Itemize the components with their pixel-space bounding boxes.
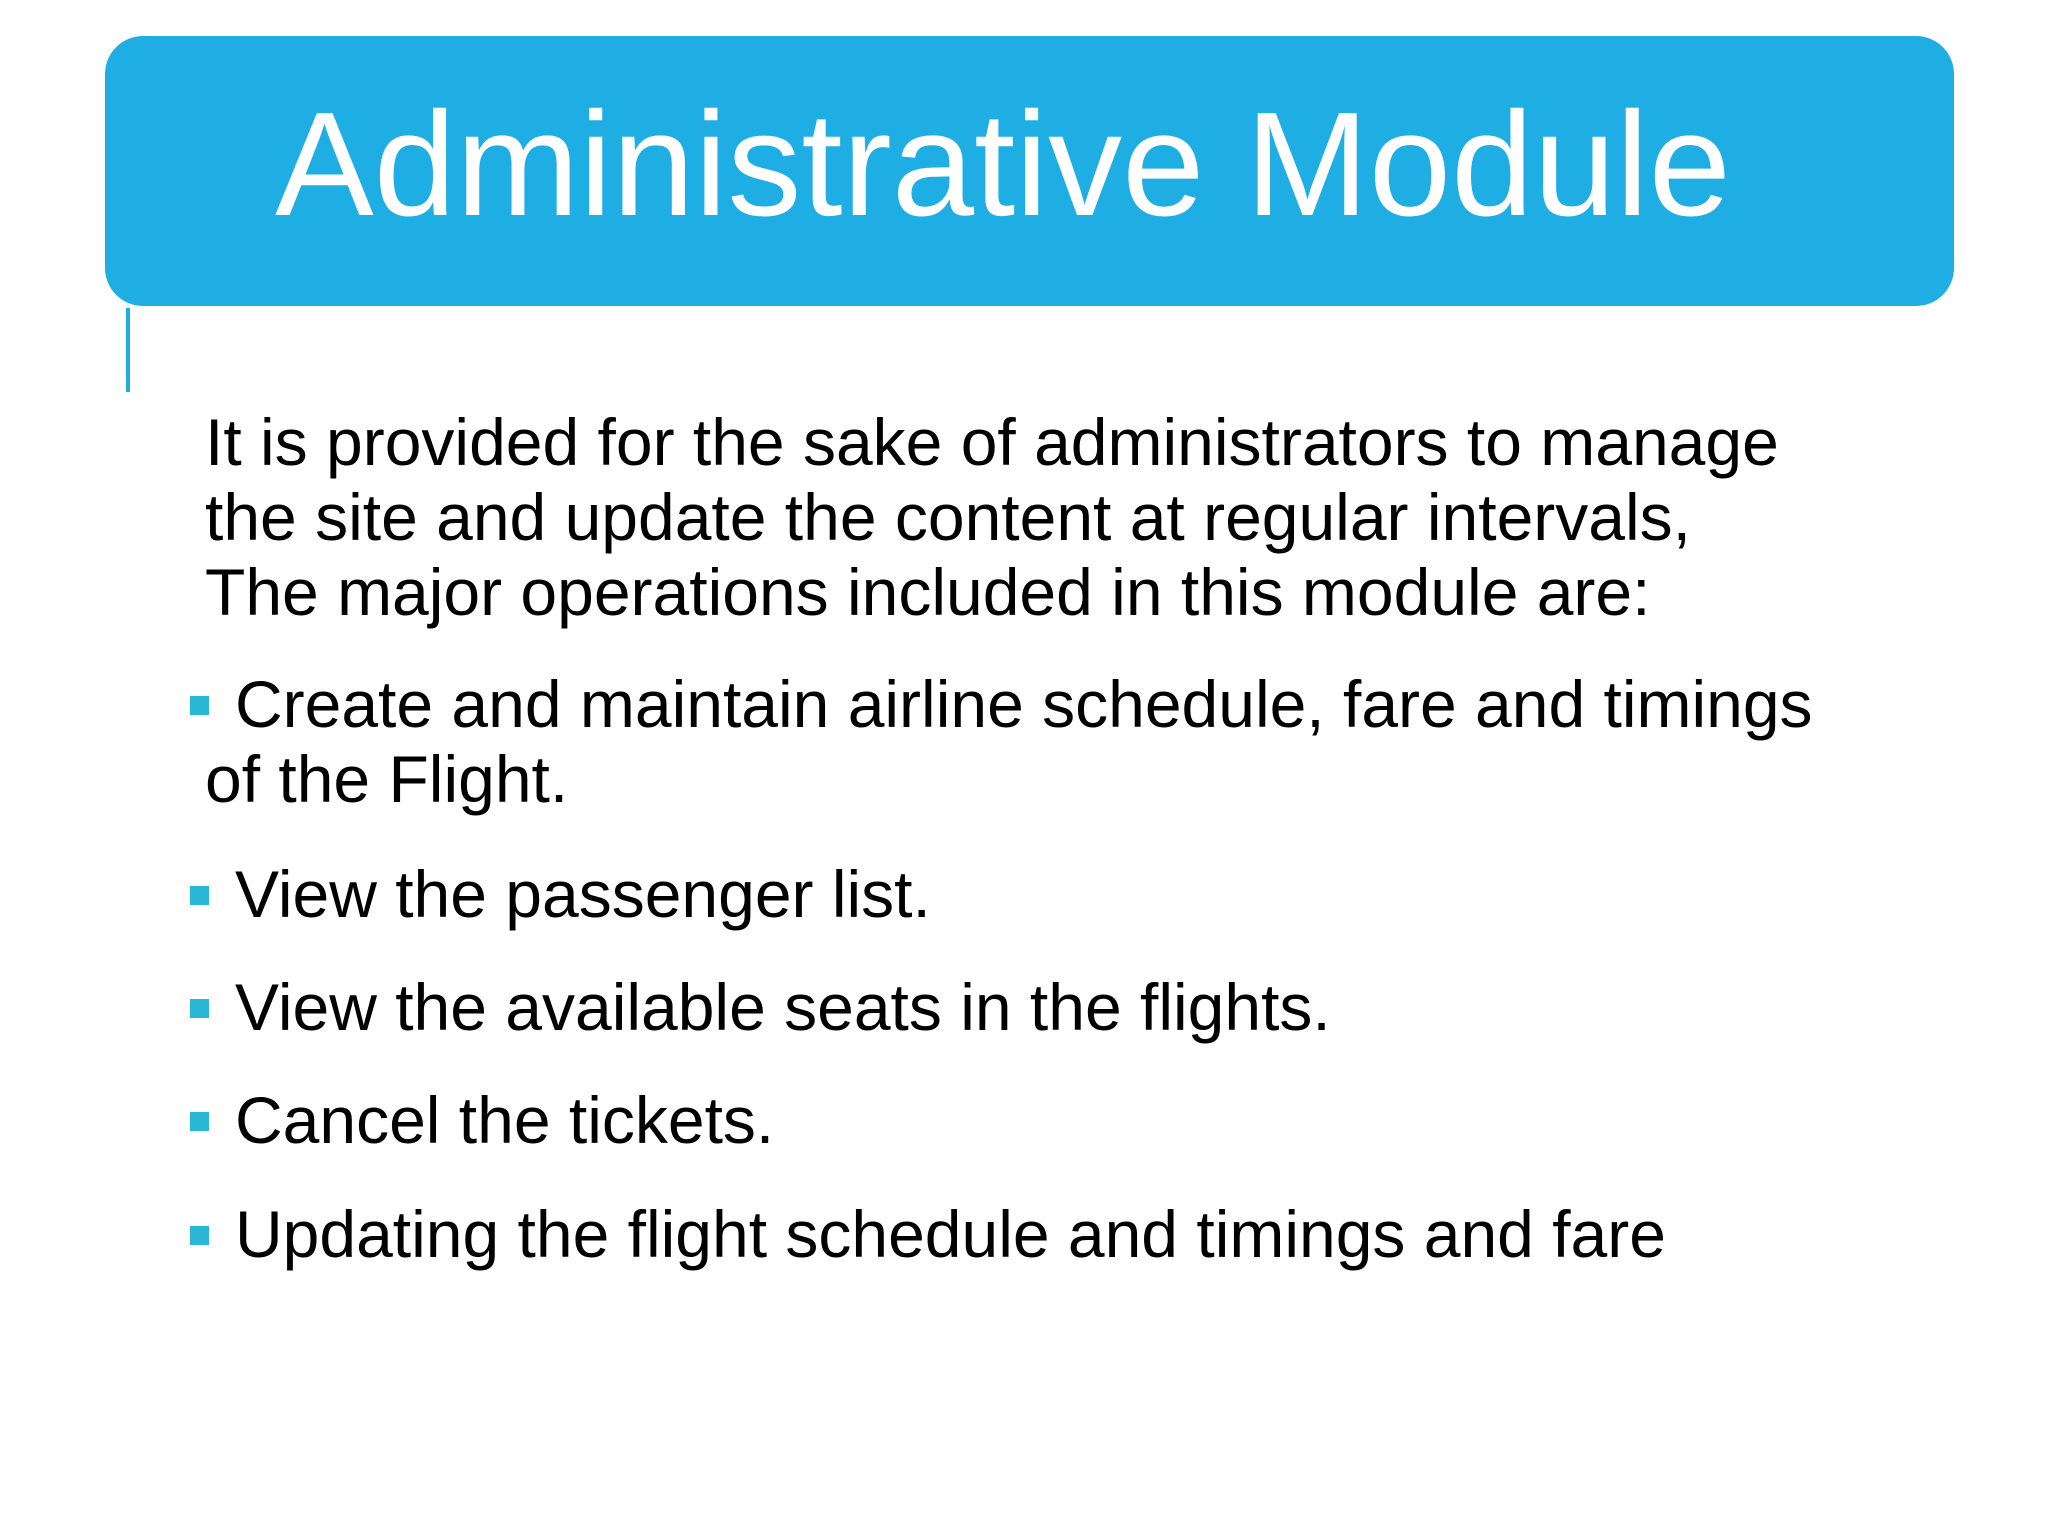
list-item-text: Updating the flight schedule and timings and fare: [235, 1197, 1666, 1271]
list-item-text: View the available seats in the flights.: [235, 970, 1331, 1044]
intro-paragraph: [205, 405, 1955, 630]
list-item-line: of the Flight.: [205, 742, 569, 816]
square-bullet-icon: [190, 1226, 209, 1245]
list-item-text: View the passenger list.: [235, 857, 931, 931]
square-bullet-icon: [190, 886, 209, 905]
list-item-text: Cancel the tickets.: [235, 1083, 775, 1157]
list-item-line: Create and maintain airline schedule, fare and timings: [235, 667, 1813, 741]
square-bullet-icon: [190, 696, 209, 715]
intro-line: The major operations included in this module are:: [205, 555, 1651, 629]
slide-title: Administrative Module: [275, 82, 1731, 247]
square-bullet-icon: [190, 999, 209, 1018]
square-bullet-icon: [190, 1112, 209, 1131]
intro-line: the site and update the content at regular intervals,: [205, 480, 1691, 554]
intro-line: It is provided for the sake of administrators to manage: [205, 405, 1779, 479]
list-item-text: [205, 667, 1813, 817]
